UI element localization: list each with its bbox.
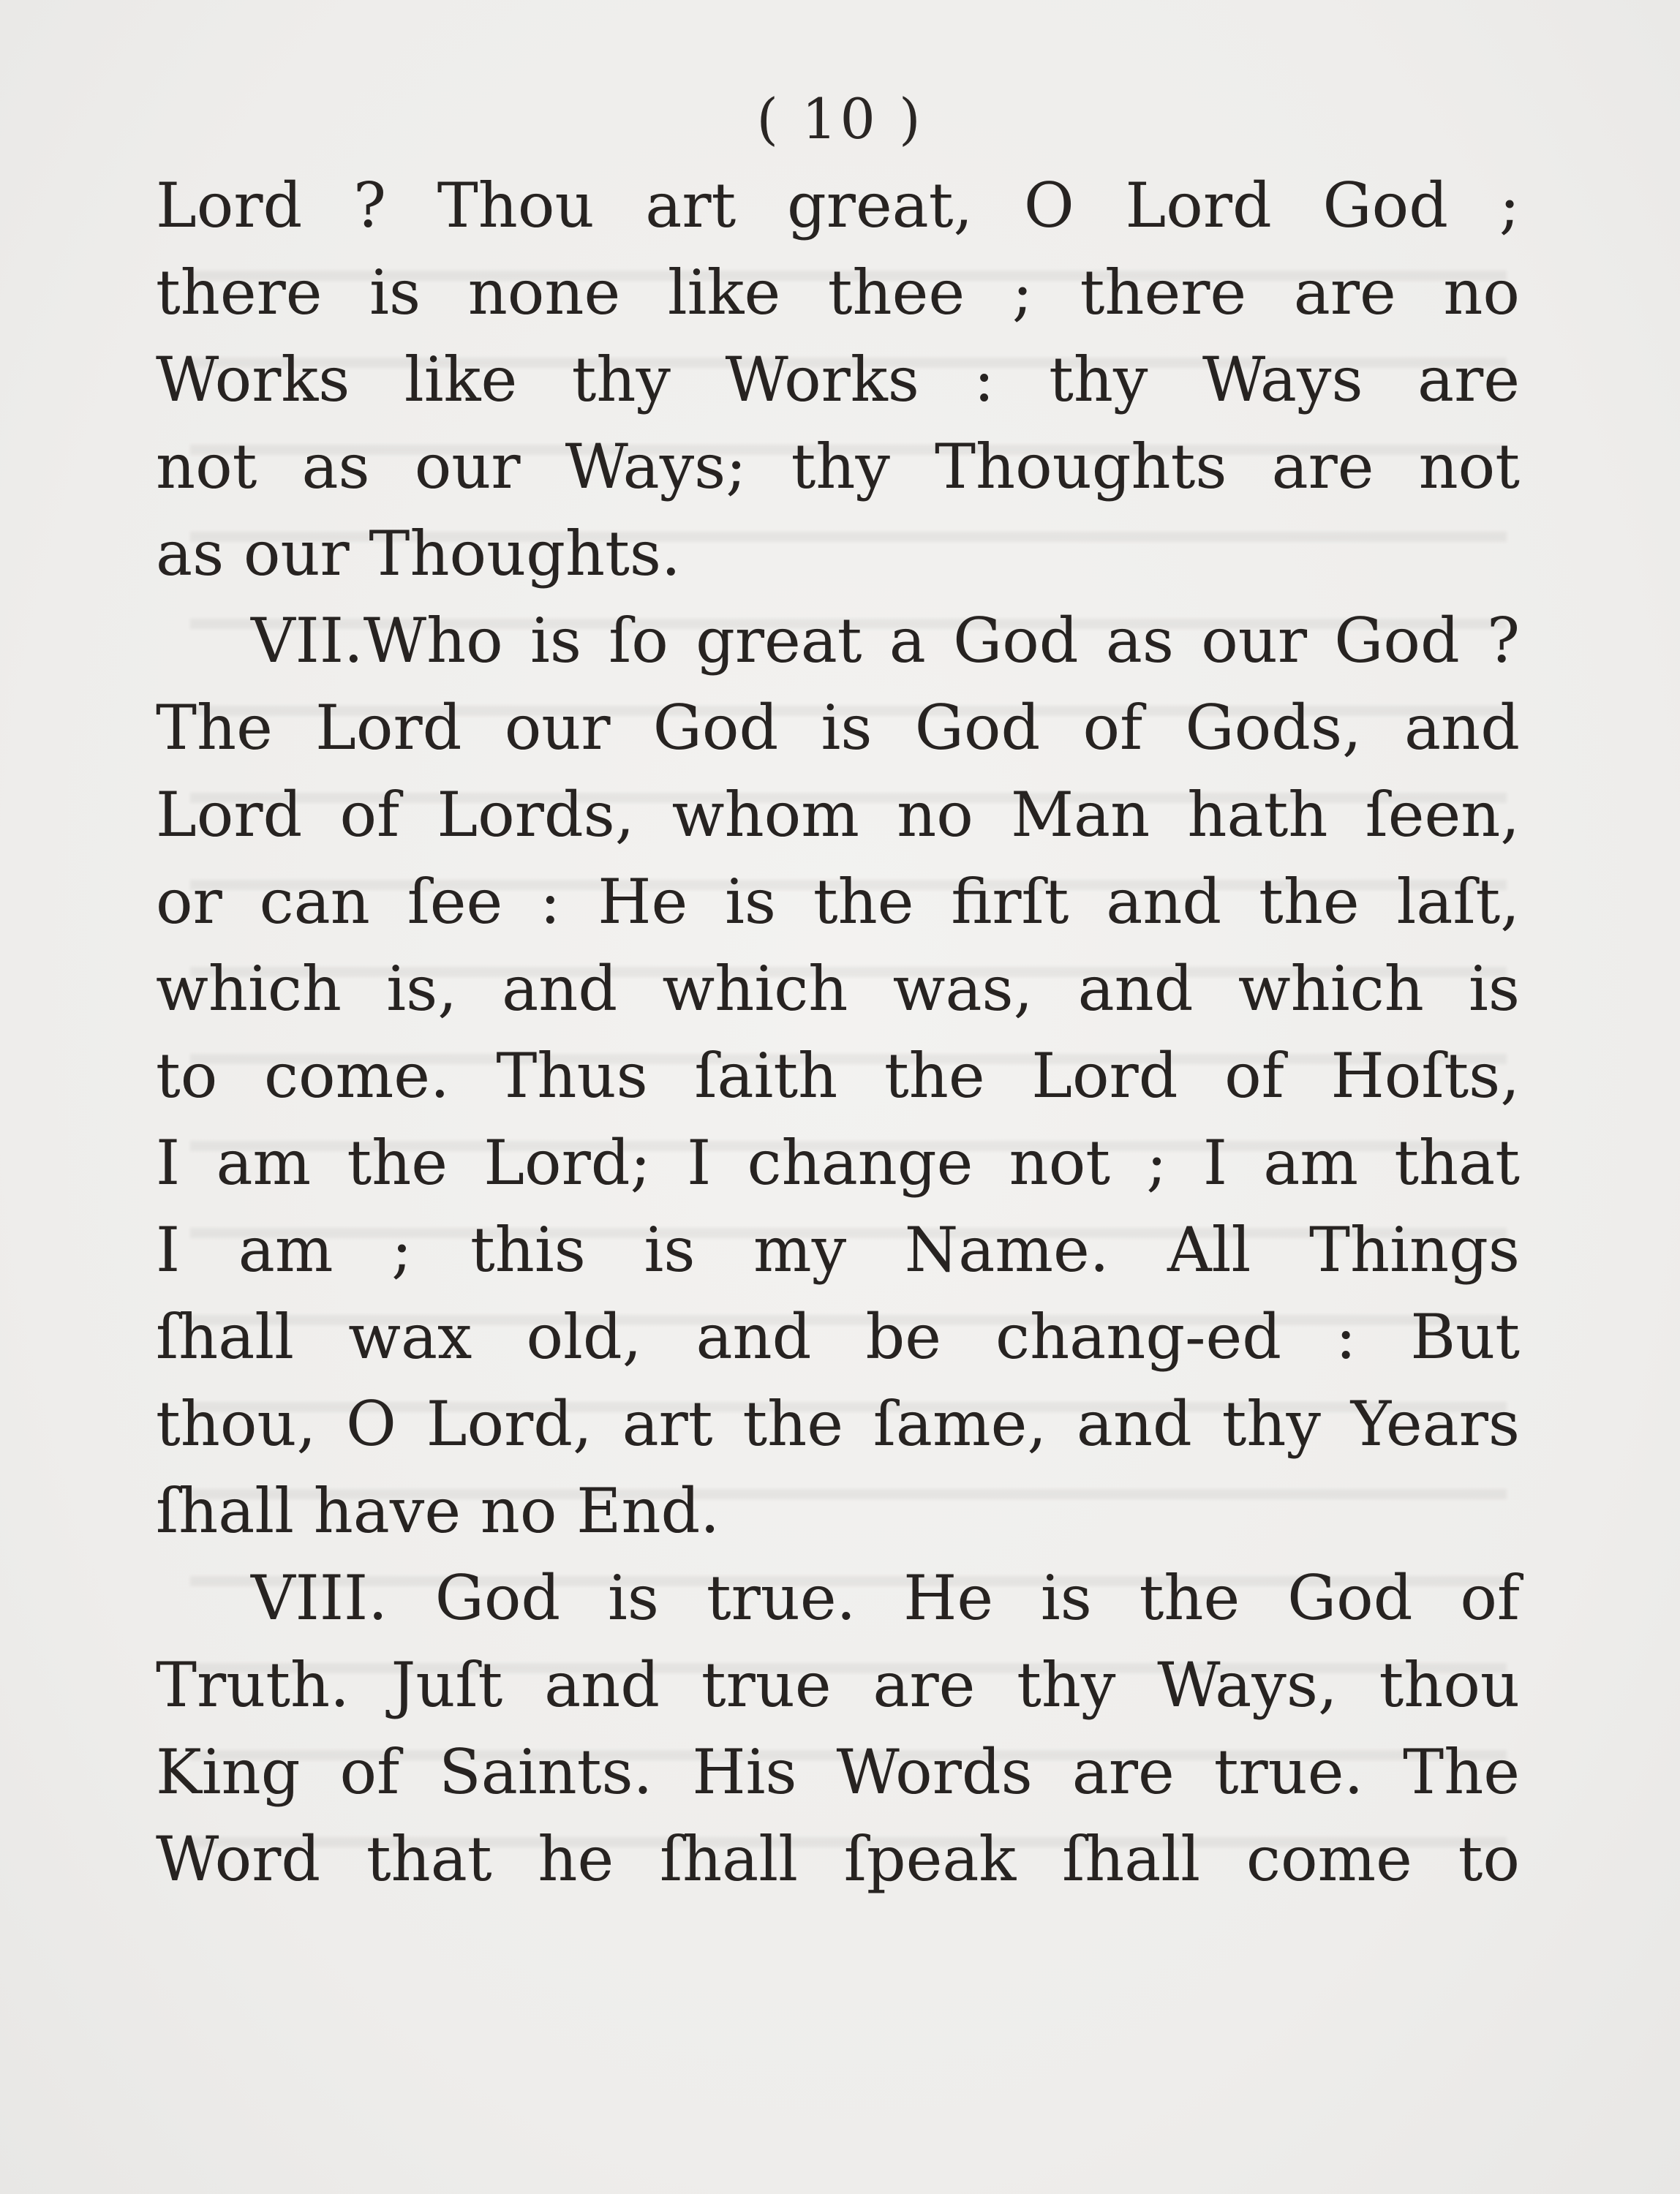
text-line: Truth. Juſt and true are thy Ways, thou — [156, 1649, 1520, 1721]
text-line: there is none like thee ; there are no — [156, 257, 1520, 328]
page-number: ( 10 ) — [756, 86, 924, 151]
text-line: to come. Thus ſaith the Lord of Hoſts, — [156, 1040, 1520, 1112]
text-line: thou, O Lord, art the ſame, and thy Years — [156, 1388, 1520, 1460]
text-line: not as our Ways; thy Thoughts are not — [156, 431, 1520, 502]
text-line: or can ſee : He is the firſt and the laſt, — [156, 866, 1520, 938]
text-line: which is, and which was, and which is — [156, 953, 1520, 1025]
text-line: Works like thy Works : thy Ways are — [156, 344, 1520, 415]
text-line: Word that he ſhall ſpeak ſhall come to — [156, 1823, 1520, 1895]
text-line: I am the Lord; I change not ; I am that — [156, 1127, 1520, 1199]
text-line: I am ; this is my Name. All Things — [156, 1214, 1520, 1286]
text-line: ſhall wax old, and be chang-ed : But — [156, 1301, 1520, 1373]
text-line: ſhall have no End. — [156, 1475, 720, 1547]
section-viii-heading-line: VIII. God is true. He is the God of — [251, 1562, 1520, 1634]
section-vii-heading-line: VII.Who is ſo great a God as our God ? — [251, 605, 1520, 676]
text-line: Lord of Lords, whom no Man hath ſeen, — [156, 779, 1520, 851]
text-line: The Lord our God is God of Gods, and — [156, 692, 1520, 764]
text-line: as our Thoughts. — [156, 518, 681, 589]
text-line: Lord ? Thou art great, O Lord God ; — [156, 170, 1520, 241]
body-text — [156, 162, 1520, 1903]
text-line: King of Saints. His Words are true. The — [156, 1736, 1520, 1808]
